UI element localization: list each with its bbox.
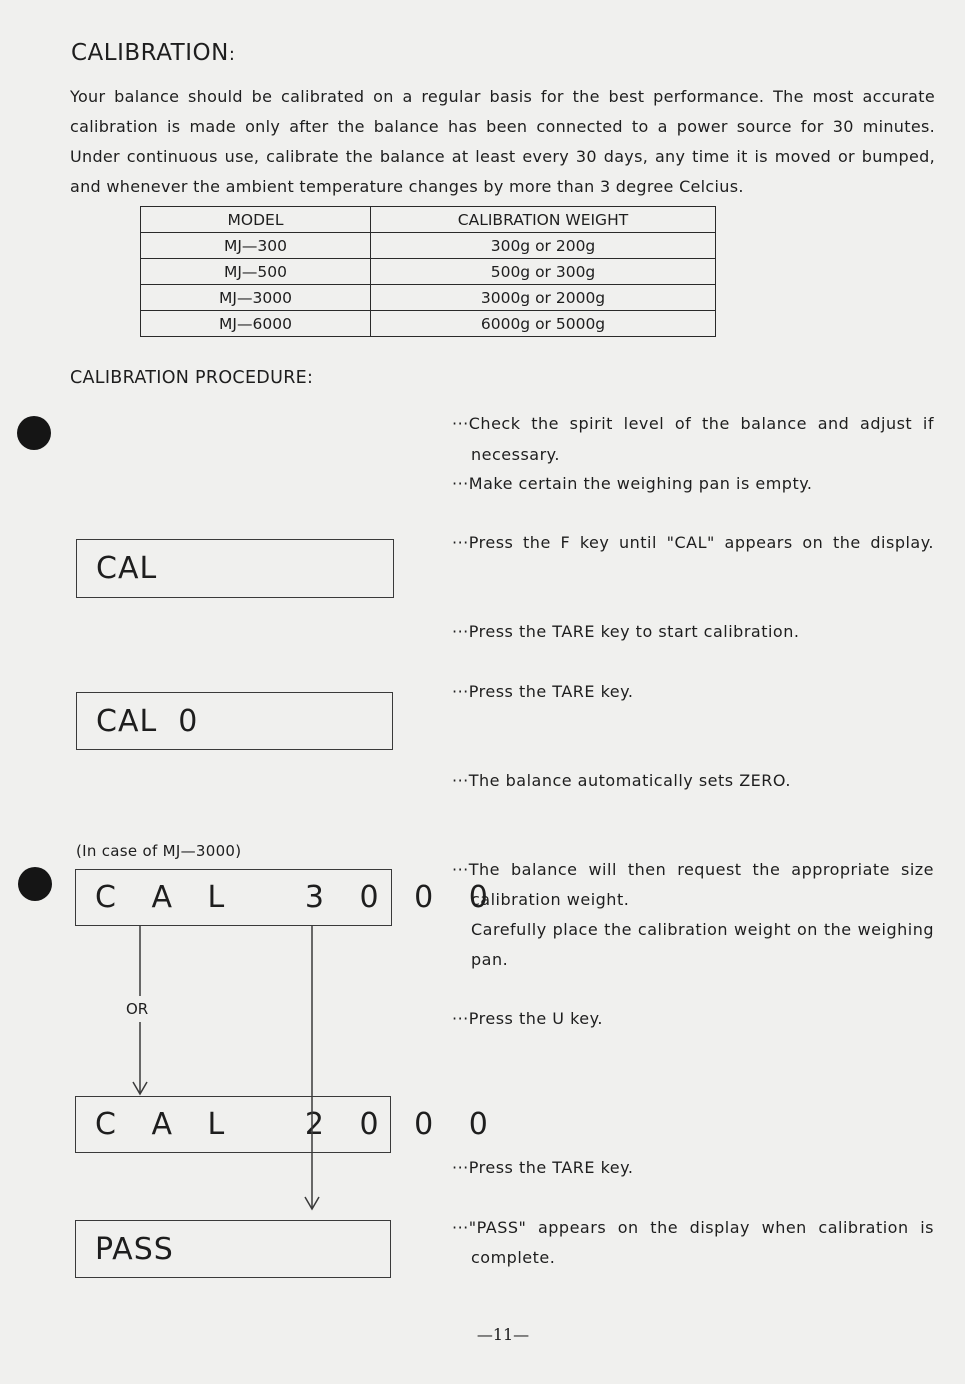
step-check-level-cont: necessary. (471, 445, 560, 464)
display-cal-2000: C A L 2 0 0 0 (75, 1096, 391, 1153)
procedure-title-colon: : (307, 368, 314, 388)
model-cell: MJ—6000 (141, 311, 371, 337)
step-place-weight-cont: pan. (471, 950, 509, 969)
page-title-colon: : (228, 44, 236, 65)
intro-line-1: Your balance should be calibrated on a regular basis for the best performance. The most accurate (70, 87, 935, 106)
procedure-title-text: CALIBRATION PROCEDURE (70, 368, 308, 388)
or-label: OR (126, 1000, 149, 1018)
column-header-weight: CALIBRATION WEIGHT (371, 207, 716, 233)
step-start-calibration: ···Press the TARE key to start calibration. (452, 622, 800, 641)
intro-line-3: Under continuous use, calibrate the balance at least every 30 days, any time it is moved or bumped, (70, 147, 935, 166)
model-cell: MJ—300 (141, 233, 371, 259)
step-press-u: ···Press the U key. (452, 1009, 603, 1028)
step-request-weight-cont: calibration weight. (471, 890, 630, 909)
step-pan-empty: ···Make certain the weighing pan is empty. (452, 474, 813, 493)
display-cal-3000: C A L 3 0 0 0 (75, 869, 392, 926)
display-pass: PASS (75, 1220, 391, 1278)
step-press-tare-again: ···Press the TARE key. (452, 1158, 634, 1177)
step-pass: ···"PASS" appears on the display when calibration is (452, 1218, 934, 1237)
column-header-model: MODEL (141, 207, 371, 233)
weight-cell: 6000g or 5000g (371, 311, 716, 337)
weight-cell: 3000g or 2000g (371, 285, 716, 311)
step-pass-cont: complete. (471, 1248, 556, 1267)
model-cell: MJ—500 (141, 259, 371, 285)
step-place-weight: Carefully place the calibration weight on the weighing (471, 920, 934, 939)
weight-cell: 500g or 300g (371, 259, 716, 285)
display-cal-zero: CAL 0 (76, 692, 393, 750)
step-request-weight: ···The balance will then request the appropriate size (452, 860, 934, 879)
intro-line-4: and whenever the ambient temperature changes by more than 3 degree Celcius. (70, 177, 744, 196)
weight-cell: 300g or 200g (371, 233, 716, 259)
model-cell: MJ—3000 (141, 285, 371, 311)
page-number: —11— (476, 1325, 530, 1344)
step-press-tare: ···Press the TARE key. (452, 682, 634, 701)
intro-line-2: calibration is made only after the balance has been connected to a power source for 30 minutes. (70, 117, 935, 136)
step-press-f: ···Press the F key until "CAL" appears on the display. (452, 533, 934, 552)
model-note: (In case of MJ—3000) (76, 842, 242, 860)
display-cal: CAL (76, 539, 394, 598)
step-sets-zero: ···The balance automatically sets ZERO. (452, 771, 791, 790)
page-title-text: CALIBRATION (71, 40, 229, 66)
step-check-level: ···Check the spirit level of the balance and adjust if (452, 414, 934, 433)
